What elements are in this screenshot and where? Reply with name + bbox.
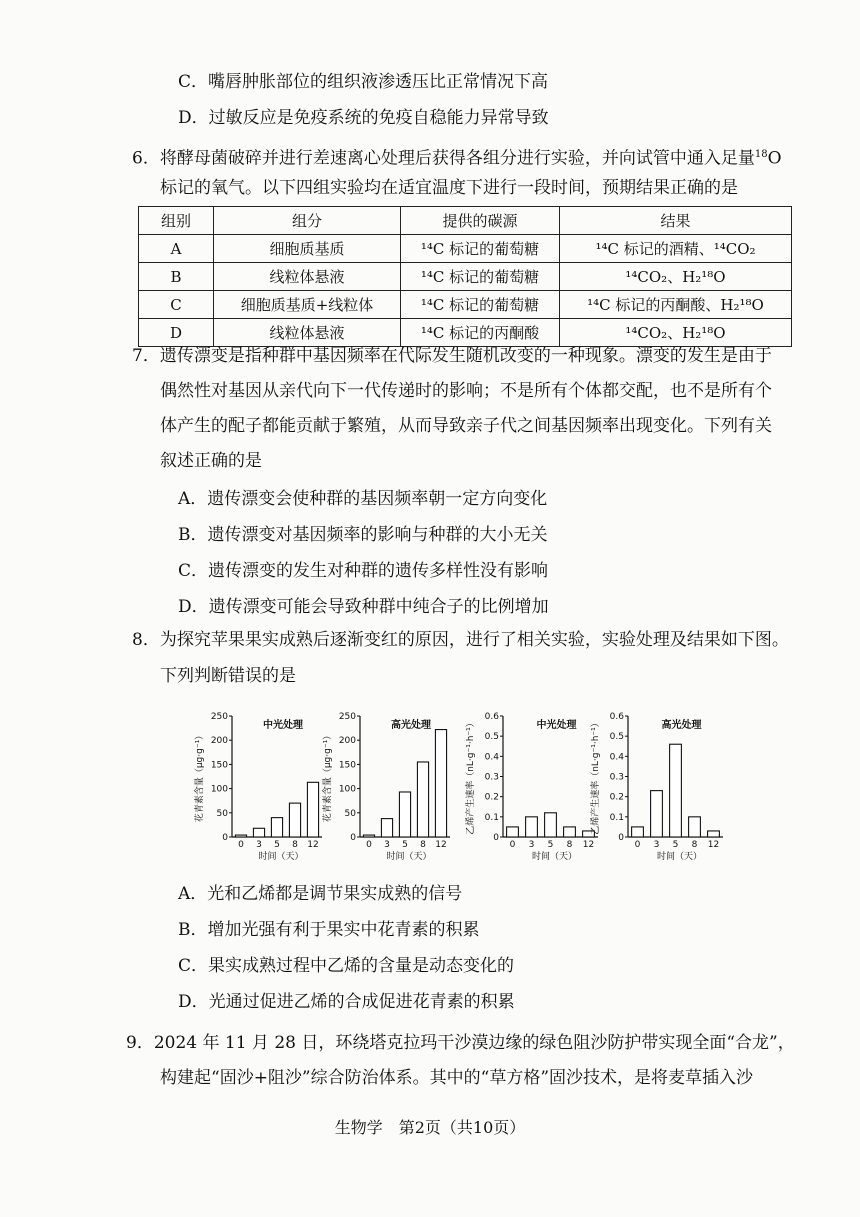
x-tick-label: 8: [292, 840, 298, 850]
bar: [507, 827, 519, 837]
y-axis-label: 花青素含量（μg·g⁻¹）: [195, 730, 205, 823]
table-row: [139, 235, 792, 263]
table-cell: ¹⁴CO₂、H₂¹⁸O: [560, 263, 792, 291]
y-tick-label: 0.1: [609, 812, 624, 823]
x-tick-label: 0: [634, 840, 641, 850]
table-cell: ¹⁴C 标记的葡萄糖: [401, 291, 560, 319]
x-tick-label: 12: [435, 840, 447, 850]
x-tick-label: 5: [547, 840, 554, 850]
table-cell: ¹⁴C 标记的丙酮酸、H₂¹⁸O: [560, 291, 792, 319]
q5-option-d: D．过敏反应是免疫系统的免疫自稳能力异常导致: [178, 108, 549, 128]
table-cell: 细胞质基质+线粒体: [214, 291, 401, 319]
bar: [651, 791, 663, 837]
table-cell: D: [139, 319, 214, 347]
x-tick-label: 3: [256, 840, 262, 850]
table-header: 结果: [560, 207, 792, 235]
x-axis-label: 时间（天）: [656, 852, 703, 862]
bar: [381, 819, 392, 837]
q6-oxygen: O: [767, 148, 782, 169]
y-tick-label: 0.3: [484, 772, 499, 783]
chart-title: 高光处理: [391, 720, 431, 731]
x-tick-label: 8: [691, 840, 698, 850]
bar: [670, 744, 682, 837]
y-tick-label: 0.5: [484, 732, 499, 743]
q7-stem-line-1: 7．遗传漂变是指种群中基因频率在代际发生随机改变的一种现象。漂变的发生是由于: [132, 346, 772, 366]
bar: [689, 817, 701, 837]
table-row: [139, 263, 792, 291]
chart-panel-2: [321, 712, 450, 862]
x-tick-label: 0: [238, 840, 244, 850]
table-cell: A: [139, 235, 214, 263]
y-tick-label: 0: [350, 833, 356, 843]
table-cell: C: [139, 291, 214, 319]
y-tick-label: 0.2: [484, 792, 499, 803]
q7-option-d: D．遗传漂变可能会导致种群中纯合子的比例增加: [178, 597, 549, 617]
table-cell: ¹⁴C 标记的葡萄糖: [401, 235, 560, 263]
q8-charts: [190, 704, 730, 876]
q8-option-b: B．增加光强有利于果实中花青素的积累: [178, 920, 480, 940]
q6-table: [138, 206, 792, 347]
q7-stem-line-2: 偶然性对基因从亲代向下一代传递时的影响；不是所有个体都交配，也不是所有个: [160, 381, 772, 401]
x-axis-label: 时间（天）: [386, 852, 432, 862]
bar: [435, 730, 446, 837]
table-row: [139, 291, 792, 319]
q5-option-c: C．嘴唇肿胀部位的组织液渗透压比正常情况下高: [178, 72, 549, 92]
q9-stem-line-2: 构建起“固沙+阻沙”综合防治体系。其中的“草方格”固沙技术，是将麦草插入沙: [160, 1068, 754, 1088]
bar: [253, 828, 264, 837]
x-tick-label: 8: [566, 840, 573, 850]
q9-stem-line-1: 9．2024 年 11 月 28 日，环绕塔克拉玛干沙漠边缘的绿色阻沙防护带实现全面“合龙”，: [126, 1033, 795, 1053]
bar: [632, 827, 644, 837]
x-tick-label: 0: [509, 840, 516, 850]
y-tick-label: 0: [618, 833, 624, 843]
q6-stem-line-1: [132, 143, 782, 171]
y-tick-label: 150: [338, 760, 356, 771]
chart-panel-3: [464, 712, 598, 862]
q8-option-c: C．果实成熟过程中乙烯的含量是动态变化的: [178, 956, 515, 976]
q7-option-b: B．遗传漂变对基因频率的影响与种群的大小无关: [178, 525, 548, 545]
y-tick-label: 50: [344, 808, 356, 819]
bar: [363, 835, 374, 837]
y-tick-label: 100: [338, 784, 356, 795]
q6-stem-line-2: 标记的氧气。以下四组实验均在适宜温度下进行一段时间，预期结果正确的是: [160, 178, 738, 198]
table-cell: B: [139, 263, 214, 291]
bar: [564, 827, 576, 837]
y-tick-label: 0.5: [609, 732, 624, 743]
y-axis-label: 乙烯产生速率（nL·g⁻¹·h⁻¹）: [591, 718, 601, 835]
y-tick-label: 200: [338, 736, 356, 747]
table-cell: 线粒体悬液: [214, 263, 401, 291]
y-tick-label: 0.2: [609, 792, 624, 803]
table-row: [139, 319, 792, 347]
y-axis-label: 花青素含量（μg·g⁻¹）: [323, 730, 333, 823]
q6-stem-text: 6．将酵母菌破碎并进行差速离心处理后获得各组分进行实验，并向试管中通入足量: [132, 148, 755, 169]
x-tick-label: 3: [528, 840, 535, 850]
q8-stem-line-2: 下列判断错误的是: [160, 666, 296, 686]
x-axis-label: 时间（天）: [258, 852, 304, 862]
y-tick-label: 0.6: [609, 712, 624, 722]
bar: [526, 817, 538, 837]
q8-chart-figure: [190, 704, 730, 876]
q8-option-d: D．光通过促进乙烯的合成促进花青素的积累: [178, 992, 515, 1012]
y-tick-label: 0.1: [484, 812, 499, 823]
q7-option-c: C．遗传漂变的发生对种群的遗传多样性没有影响: [178, 561, 549, 581]
table-header: 组分: [214, 207, 401, 235]
q8-stem-line-1: 8．为探究苹果果实成熟后逐渐变红的原因，进行了相关实验，实验处理及结果如下图。: [132, 630, 789, 650]
bar: [271, 818, 282, 837]
page-footer: 生物学 第2页（共10页）: [334, 1118, 526, 1137]
y-tick-label: 0.6: [484, 712, 499, 722]
bar: [417, 762, 428, 837]
bar: [307, 782, 318, 837]
q6-isotope: 18: [754, 149, 768, 160]
table-cell: ¹⁴C 标记的酒精、¹⁴CO₂: [560, 235, 792, 263]
bar: [545, 813, 557, 837]
y-tick-label: 100: [210, 784, 228, 795]
y-tick-label: 0.4: [484, 752, 499, 763]
x-tick-label: 12: [307, 840, 319, 850]
x-tick-label: 5: [274, 840, 280, 850]
x-tick-label: 5: [672, 840, 679, 850]
y-tick-label: 50: [216, 808, 228, 819]
q7-stem-line-4: 叙述正确的是: [160, 451, 262, 471]
y-tick-label: 0.3: [609, 772, 624, 783]
q7-option-a: A．遗传漂变会使种群的基因频率朝一定方向变化: [178, 489, 548, 509]
table-header: 组别: [139, 207, 214, 235]
y-tick-label: 150: [210, 760, 228, 771]
y-axis-label: 乙烯产生速率（nL·g⁻¹·h⁻¹）: [466, 718, 476, 835]
y-tick-label: 250: [210, 712, 228, 722]
bar: [708, 831, 720, 837]
table-cell: ¹⁴CO₂、H₂¹⁸O: [560, 319, 792, 347]
x-tick-label: 8: [420, 840, 426, 850]
x-tick-label: 3: [384, 840, 390, 850]
x-axis-label: 时间（天）: [531, 852, 578, 862]
chart-title: 中光处理: [263, 720, 303, 731]
q7-stem-line-3: 体产生的配子都能贡献于繁殖，从而导致亲子代之间基因频率出现变化。下列有关: [160, 416, 772, 436]
chart-panel-4: [589, 712, 723, 862]
table-header-row: [139, 207, 792, 235]
x-tick-label: 5: [402, 840, 408, 850]
chart-title: 中光处理: [536, 720, 577, 731]
bar: [289, 803, 300, 837]
bar: [235, 835, 246, 837]
chart-panel-1: [193, 712, 322, 862]
x-tick-label: 0: [366, 840, 372, 850]
bar: [399, 792, 410, 837]
y-tick-label: 250: [338, 712, 356, 722]
x-tick-label: 3: [653, 840, 660, 850]
table-header: 提供的碳源: [401, 207, 560, 235]
y-tick-label: 0.4: [609, 752, 624, 763]
chart-title: 高光处理: [661, 720, 702, 731]
table-cell: ¹⁴C 标记的丙酮酸: [401, 319, 560, 347]
y-tick-label: 0: [493, 833, 499, 843]
x-tick-label: 12: [582, 840, 595, 850]
table-cell: ¹⁴C 标记的葡萄糖: [401, 263, 560, 291]
x-tick-label: 12: [707, 840, 720, 850]
y-tick-label: 0: [222, 833, 228, 843]
table-cell: 线粒体悬液: [214, 319, 401, 347]
y-tick-label: 200: [210, 736, 228, 747]
q8-option-a: A．光和乙烯都是调节果实成熟的信号: [178, 884, 463, 904]
table-cell: 细胞质基质: [214, 235, 401, 263]
